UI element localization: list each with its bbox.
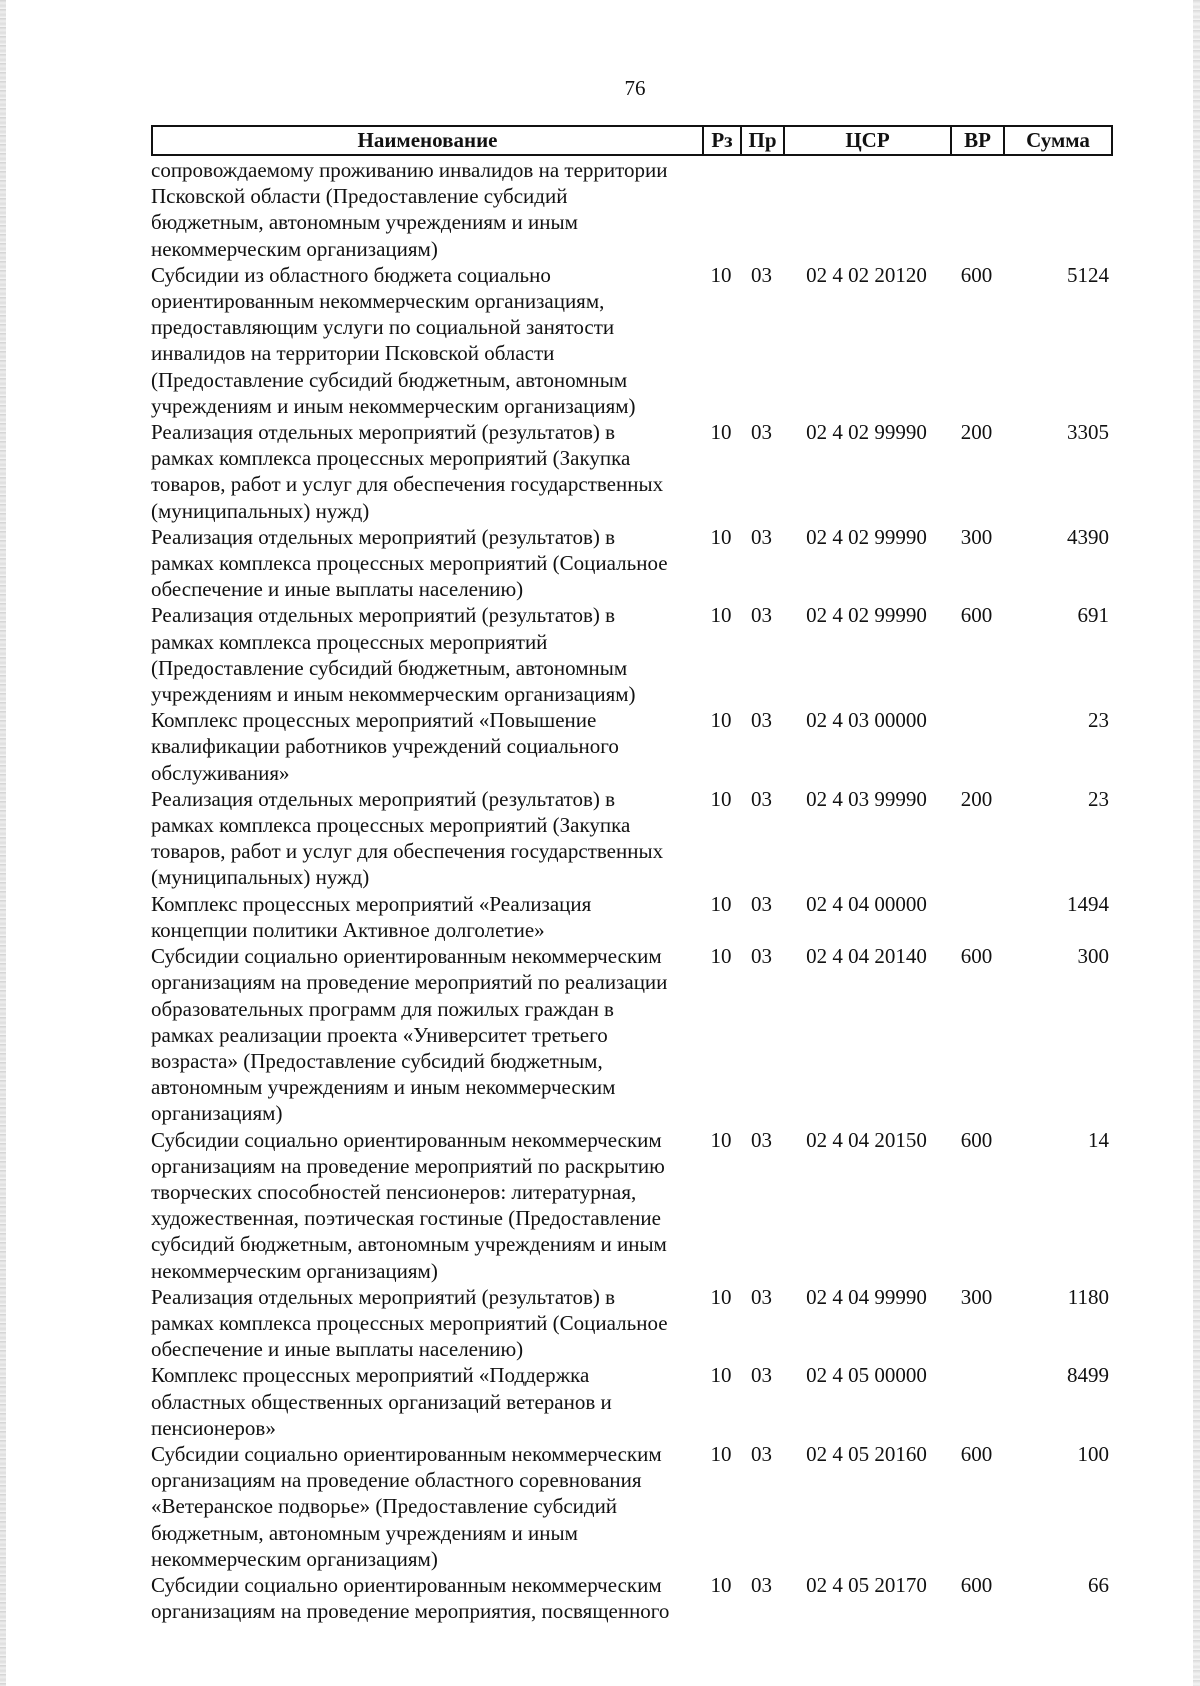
- row-pr: [740, 157, 783, 262]
- row-csr: 02 4 03 99990: [806, 786, 927, 811]
- row-csr: 02 4 05 20170: [806, 1572, 927, 1597]
- row-sum: 8499: [1067, 1363, 1109, 1388]
- row-rz: [702, 157, 740, 262]
- row-name: Субсидии из областного бюджета социально ориентированным некоммерческим организациям, предоставляющим услуги по социальной занятости инвалидов на территории Псковской области (Предоставление субсидий бюджетным, автономным учреждениям и иным некоммерческим организациям): [151, 262, 636, 418]
- row-rz: 10: [710, 1284, 732, 1309]
- row-rz: 10: [710, 708, 732, 733]
- row-rz: 10: [710, 420, 732, 445]
- table-row: [151, 891, 1121, 943]
- row-name: Комплекс процессных мероприятий «Повышение квалификации работников учреждений социального обслуживания»: [151, 708, 619, 785]
- table-row: [151, 419, 1121, 524]
- row-vr: 200: [960, 786, 993, 811]
- table-row: [151, 262, 1121, 419]
- row-vr: [950, 1362, 1003, 1441]
- row-rz: 10: [710, 524, 732, 549]
- row-sum: 691: [1077, 603, 1109, 628]
- header-vr: ВР: [952, 127, 1005, 154]
- row-vr: 300: [960, 524, 993, 549]
- row-vr: 600: [960, 603, 993, 628]
- page-number: 76: [624, 76, 646, 100]
- row-name: Субсидии социально ориентированным некоммерческим организациям на проведение областного соревнования «Ветеранское подворье» (Предоставление субсидий бюджетным, автономным учреждениям и иным некоммерческим организациям): [151, 1441, 662, 1571]
- row-pr: 03: [751, 1572, 772, 1597]
- row-csr: 02 4 05 00000: [806, 1363, 927, 1388]
- row-csr: 02 4 04 99990: [806, 1284, 927, 1309]
- row-rz: 10: [710, 891, 732, 916]
- row-vr: [950, 891, 1003, 943]
- table-row: [151, 786, 1121, 891]
- row-pr: 03: [751, 891, 772, 916]
- row-pr: 03: [751, 1284, 772, 1309]
- row-pr: 03: [751, 1127, 772, 1152]
- row-csr: 02 4 02 99990: [806, 603, 927, 628]
- row-pr: 03: [751, 262, 772, 287]
- row-name: Субсидии социально ориентированным некоммерческим организациям на проведение мероприятий по раскрытию творческих способностей пенсионеров: литературная, художественная, поэтическая гостиные (Предоставление субсидий бюджетным, автономным учреждениям и иным некоммерческим организациям): [151, 1127, 667, 1283]
- table-row: [151, 1572, 1121, 1624]
- row-vr: 600: [960, 1441, 993, 1466]
- row-sum: 14: [1088, 1127, 1109, 1152]
- row-name: Комплекс процессных мероприятий «Поддержка областных общественных организаций ветеранов и пенсионеров»: [151, 1363, 612, 1440]
- row-pr: 03: [751, 708, 772, 733]
- row-sum: 100: [1077, 1441, 1109, 1466]
- row-rz: 10: [710, 1127, 732, 1152]
- header-rz: Рз: [704, 127, 742, 154]
- row-sum: 4390: [1067, 524, 1109, 549]
- row-rz: 10: [710, 786, 732, 811]
- table-row: [151, 1127, 1121, 1284]
- row-csr: 02 4 02 99990: [806, 524, 927, 549]
- row-vr: 600: [960, 944, 993, 969]
- row-name: Реализация отдельных мероприятий (результатов) в рамках комплекса процессных мероприятий (Закупка товаров, работ и услуг для обеспечения государственных (муниципальных) нужд): [151, 420, 664, 523]
- row-pr: 03: [751, 1441, 772, 1466]
- row-name: Субсидии социально ориентированным некоммерческим организациям на проведение мероприятий по реализации образовательных программ для пожилых граждан в рамках реализации проекта «Университет третьего возраста» (Предоставление субсидий бюджетным, автономным учреждениям и иным некоммерческим организациям): [151, 944, 668, 1126]
- row-csr: 02 4 04 20150: [806, 1127, 927, 1152]
- row-rz: 10: [710, 944, 732, 969]
- row-pr: 03: [751, 524, 772, 549]
- header-pr: Пр: [742, 127, 785, 154]
- row-sum: 23: [1088, 786, 1109, 811]
- row-sum: 3305: [1067, 420, 1109, 445]
- table-row: [151, 1284, 1121, 1363]
- row-sum: 66: [1088, 1572, 1109, 1597]
- row-pr: 03: [751, 944, 772, 969]
- row-pr: 03: [751, 1363, 772, 1388]
- row-vr: 600: [960, 1127, 993, 1152]
- row-name: Реализация отдельных мероприятий (результатов) в рамках комплекса процессных мероприятий (Закупка товаров, работ и услуг для обеспечения государственных (муниципальных) нужд): [151, 786, 664, 890]
- row-csr: 02 4 03 00000: [806, 708, 927, 733]
- row-sum: [1003, 157, 1109, 262]
- row-name: Комплекс процессных мероприятий «Реализация концепции политики Активное долголетие»: [151, 891, 592, 942]
- row-vr: 600: [960, 262, 993, 287]
- row-sum: 1180: [1067, 1284, 1109, 1309]
- row-vr: 600: [960, 1572, 993, 1597]
- row-name: Реализация отдельных мероприятий (результатов) в рамках комплекса процессных мероприятий (Предоставление субсидий бюджетным, автономным учреждениям и иным некоммерческим организациям): [151, 603, 636, 707]
- row-sum: 1494: [1067, 891, 1109, 916]
- row-rz: 10: [710, 1363, 732, 1388]
- header-csr: ЦСР: [785, 127, 952, 154]
- table-row: [151, 943, 1121, 1126]
- row-sum: 23: [1088, 708, 1109, 733]
- row-vr: [950, 157, 1003, 262]
- row-rz: 10: [710, 603, 732, 628]
- scan-edge-right: [1193, 0, 1200, 1686]
- row-pr: 03: [751, 786, 772, 811]
- row-sum: 300: [1077, 944, 1109, 969]
- row-pr: 03: [751, 420, 772, 445]
- row-pr: 03: [751, 603, 772, 628]
- table-row: [151, 707, 1121, 786]
- row-csr: [783, 157, 950, 262]
- row-csr: 02 4 02 99990: [806, 420, 927, 445]
- table-row: [151, 524, 1121, 603]
- table-header: [151, 125, 1113, 156]
- row-vr: 300: [960, 1284, 993, 1309]
- row-csr: 02 4 04 20140: [806, 944, 927, 969]
- row-csr: 02 4 04 00000: [806, 891, 927, 916]
- row-rz: 10: [710, 1572, 732, 1597]
- header-name: Наименование: [153, 127, 704, 154]
- table-row: [151, 1362, 1121, 1441]
- row-vr: [950, 707, 1003, 786]
- row-rz: 10: [710, 1441, 732, 1466]
- scan-edge-left: [0, 0, 6, 1686]
- row-name: Реализация отдельных мероприятий (результатов) в рамках комплекса процессных мероприятий (Социальное обеспечение и иные выплаты населению): [151, 1284, 668, 1362]
- table-row: [151, 602, 1121, 707]
- row-name: Реализация отдельных мероприятий (результатов) в рамках комплекса процессных мероприятий (Социальное обеспечение и иные выплаты населению): [151, 524, 668, 602]
- table-row: [151, 157, 1121, 262]
- header-sum: Сумма: [1026, 128, 1090, 152]
- table-row: [151, 1441, 1121, 1572]
- row-csr: 02 4 05 20160: [806, 1441, 927, 1466]
- row-csr: 02 4 02 20120: [806, 262, 927, 287]
- row-vr: 200: [960, 420, 993, 445]
- row-sum: 5124: [1067, 262, 1109, 287]
- table-body: [151, 157, 1121, 1624]
- row-rz: 10: [710, 262, 732, 287]
- row-name: сопровождаемому проживанию инвалидов на территории Псковской области (Предоставление субсидий бюджетным, автономным учреждениям и иным некоммерческим организациям): [151, 158, 668, 261]
- row-name: Субсидии социально ориентированным некоммерческим организациям на проведение мероприятия, посвященного: [151, 1572, 670, 1624]
